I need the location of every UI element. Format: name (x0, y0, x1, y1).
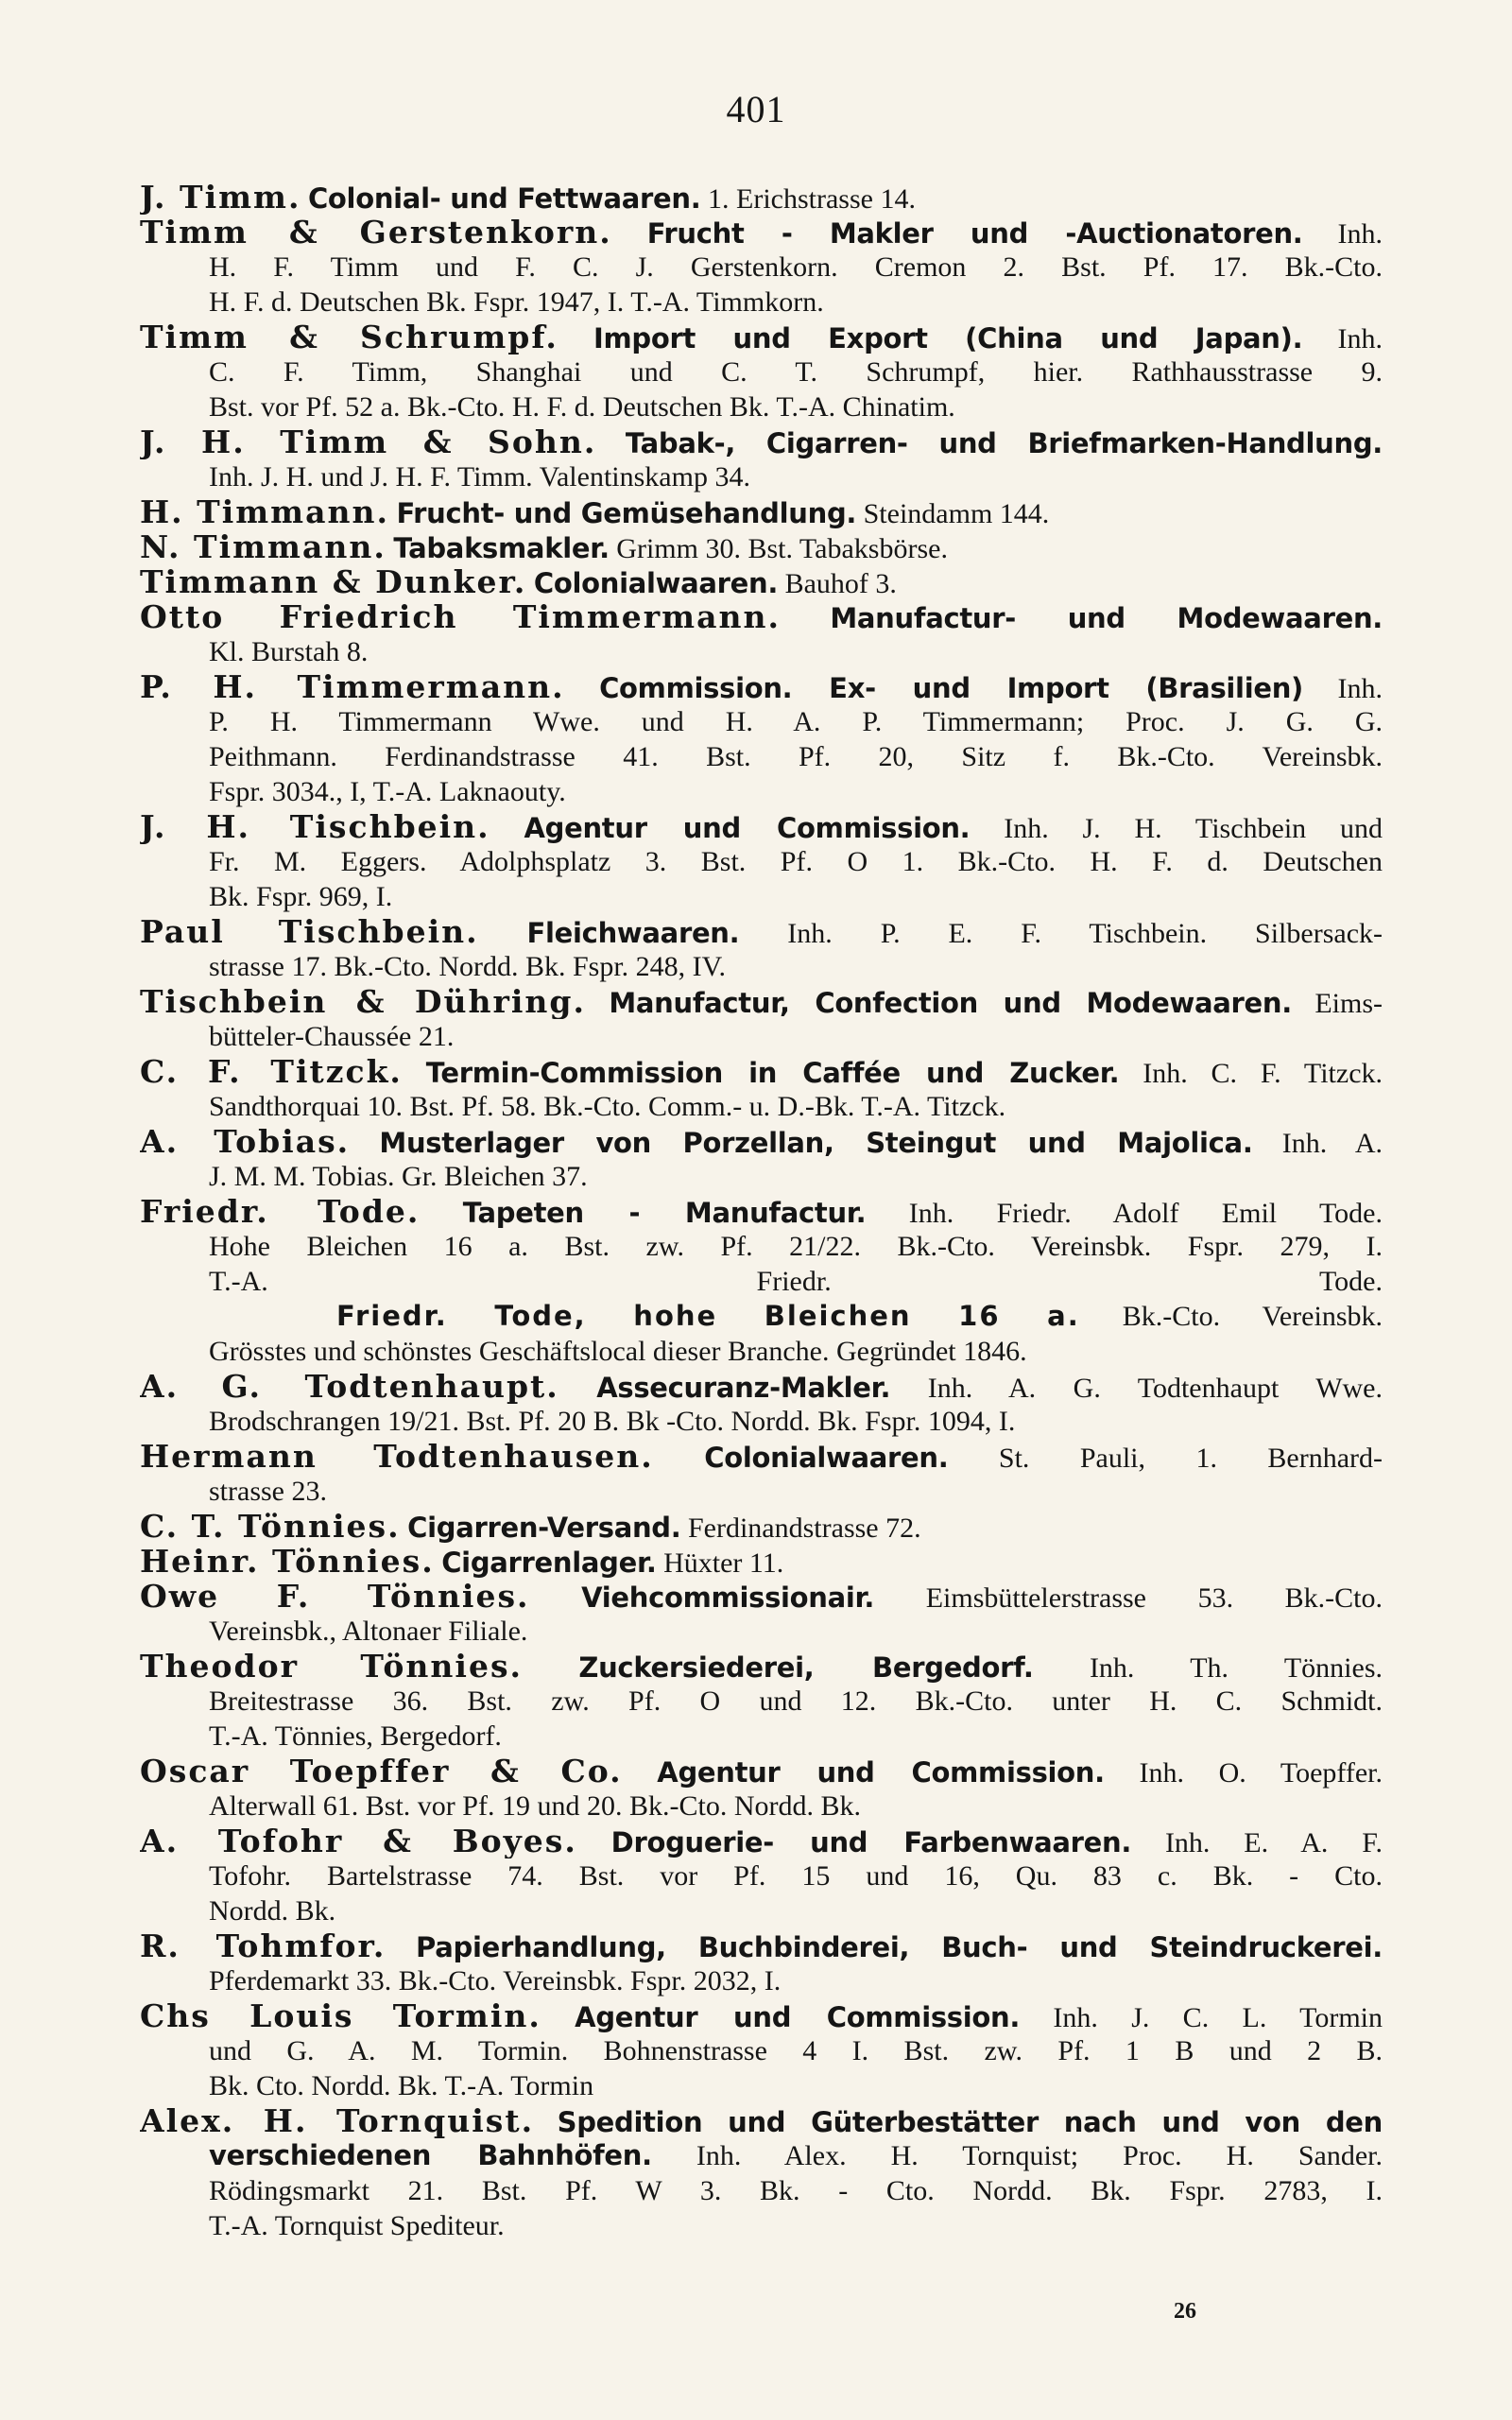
directory-entry (140, 424, 1383, 494)
entry-text: Steindamm 144. (863, 498, 1050, 529)
business-type: Commission. Ex- und Import (Brasilien) (599, 672, 1303, 704)
entry-detail-line (140, 1684, 1383, 1719)
firm-name: N. Timmann. (140, 529, 387, 564)
entry-detail-line (140, 2208, 1383, 2243)
entry-detail-line (140, 459, 1383, 494)
firm-name: Otto Friedrich Timmermann. (140, 599, 781, 634)
entry-heading-line (140, 1649, 1383, 1684)
business-type: Colonial- und Fettwaaren. (307, 182, 701, 215)
entry-detail-line (140, 2173, 1383, 2208)
directory-entry (140, 1928, 1383, 1998)
directory-entry (140, 1824, 1383, 1928)
entry-text: J. M. M. Tobias. Gr. Bleichen 37. (209, 1161, 588, 1192)
entry-heading-line (140, 984, 1383, 1019)
entry-text: Vereinsbk., Altonaer Filiale. (209, 1616, 528, 1647)
entry-heading-line (140, 1928, 1383, 1963)
entry-text: Inh. Th. Tönnies. (1089, 1652, 1383, 1684)
business-type: verschiedenen Bahnhöfen. (209, 2139, 652, 2171)
entry-text: T.-A. Tornquist Spediteur. (209, 2210, 505, 2241)
entry-text: strasse 23. (209, 1476, 327, 1507)
entry-text: strasse 17. Bk.-Cto. Nordd. Bk. Fspr. 248, IV. (209, 951, 726, 982)
entry-text: H. F. Timm und F. C. J. Gerstenkorn. Cremon 2. Bst. Pf. 17. Bk.-Cto. (209, 251, 1383, 283)
entry-text: Bk. Cto. Nordd. Bk. T.-A. Tormin (209, 2070, 594, 2101)
entry-detail-line (140, 774, 1383, 809)
entry-detail-line (140, 2033, 1383, 2068)
entry-heading-line (140, 320, 1383, 354)
entry-heading-line (140, 1544, 1383, 1579)
business-type: Agentur und Commission. (524, 812, 971, 844)
entry-heading-line (140, 599, 1383, 634)
business-type: Zuckersiederei, Bergedorf. (578, 1651, 1034, 1684)
firm-name: C. F. Titzck. (140, 1054, 403, 1089)
entry-heading-line (140, 2103, 1383, 2138)
entry-text: Grösstes und schönstes Geschäftslocal dieser Branche. Gegründet 1846. (209, 1336, 1027, 1367)
entry-text: T.-A. Friedr. Tode. (209, 1266, 1383, 1297)
entry-heading-line (140, 1054, 1383, 1089)
business-type: Musterlager von Porzellan, Steingut und Majolica. (379, 1127, 1253, 1159)
entry-heading-line (140, 1579, 1383, 1614)
directory-entry (140, 1439, 1383, 1509)
firm-name: Owe F. Tönnies. (140, 1579, 530, 1614)
business-type: Tabaksmakler. (393, 532, 610, 564)
entry-detail-line (140, 879, 1383, 914)
business-type: Agentur und Commission. (657, 1756, 1105, 1789)
entry-heading-line (140, 1754, 1383, 1789)
directory-entry (140, 215, 1383, 320)
entry-text: Grimm 30. Bst. Tabaksbörse. (616, 533, 948, 564)
directory-entry (140, 1754, 1383, 1824)
entry-text: Sandthorquai 10. Bst. Pf. 58. Bk.-Cto. Comm.- u. D.-Bk. T.-A. Titzck. (209, 1091, 1006, 1122)
business-type: Fleichwaaren. (526, 917, 740, 949)
directory-entry (140, 1509, 1383, 1544)
entry-detail-line (140, 704, 1383, 739)
entry-heading-line (140, 1439, 1383, 1474)
firm-name: Hermann Todtenhausen. (140, 1439, 654, 1474)
entry-text: Pferdemarkt 33. Bk.-Cto. Vereinsbk. Fspr. 2032, I. (209, 1965, 782, 1996)
entry-heading-line (140, 669, 1383, 704)
firm-name: A. G. Todtenhaupt. (140, 1369, 559, 1404)
entry-text: Inh. A. G. Todtenhaupt Wwe. (927, 1373, 1383, 1404)
entry-text: Inh. Alex. H. Tornquist; Proc. H. Sander. (696, 2140, 1383, 2171)
entry-text: Nordd. Bk. (209, 1895, 336, 1927)
entry-detail-line (140, 1614, 1383, 1649)
entry-text: Inh. C. F. Titzck. (1143, 1058, 1383, 1089)
firm-name: A. Tofohr & Boyes. (140, 1824, 577, 1858)
entry-text: Inh. E. A. F. (1164, 1827, 1383, 1858)
entry-text: 1. Erichstrasse 14. (708, 183, 916, 215)
entry-heading-line (140, 564, 1383, 599)
entry-text: Tofohr. Bartelstrasse 74. Bst. vor Pf. 15 und 16, Qu. 83 c. Bk. - Cto. (209, 1860, 1383, 1892)
entry-detail-line (140, 1019, 1383, 1054)
entry-heading-line (140, 424, 1383, 459)
business-type: Spedition und Güterbestätter nach und von den (557, 2106, 1383, 2138)
entry-detail-line (140, 389, 1383, 424)
firm-name: Friedr. Tode. (140, 1194, 421, 1229)
entry-text: T.-A. Tönnies, Bergedorf. (209, 1720, 502, 1752)
firm-name: A. Tobias. (140, 1124, 351, 1159)
firm-name: R. Tohmfor. (140, 1928, 387, 1963)
entry-detail-line (140, 1963, 1383, 1998)
directory-entry (140, 1369, 1383, 1439)
entry-detail-line (140, 634, 1383, 669)
entry-heading-line (140, 1509, 1383, 1544)
entry-text: Eimsbüttelerstrasse 53. Bk.-Cto. (925, 1582, 1383, 1614)
printer-signature: 26 (1174, 2299, 1196, 2324)
entry-text: Hüxter 11. (663, 1547, 784, 1579)
business-type: Tapeten - Manufactur. (462, 1197, 867, 1229)
firm-name: P. H. Timmermann. (140, 669, 565, 704)
entry-text: Ferdinandstrasse 72. (687, 1512, 921, 1544)
entry-detail-line (140, 1858, 1383, 1893)
entry-text: Inh. O. Toepffer. (1139, 1757, 1383, 1789)
firm-name: Alex. H. Tornquist. (140, 2103, 535, 2138)
entry-text: C. F. Timm, Shanghai und C. T. Schrumpf, hier. Rathhausstrasse 9. (209, 356, 1383, 388)
entry-text: Inh. (1337, 323, 1383, 354)
directory-entry (140, 1998, 1383, 2103)
entry-detail-line (140, 949, 1383, 984)
entry-heading-line (140, 180, 1383, 215)
firm-name: Oscar Toepffer & Co. (140, 1754, 623, 1789)
business-type: Friedr. Tode, hohe Bleichen 16 a. (336, 1300, 1080, 1332)
business-type: Colonialwaaren. (533, 567, 779, 599)
business-type: Droguerie- und Farbenwaaren. (610, 1826, 1132, 1858)
directory-entry (140, 669, 1383, 809)
entry-detail-line (140, 1159, 1383, 1194)
firm-name: Theodor Tönnies. (140, 1649, 524, 1684)
directory-entry (140, 320, 1383, 424)
firm-name: Tischbein & Dühring. (140, 984, 586, 1019)
entry-heading-line (140, 1124, 1383, 1159)
business-type: Assecuranz-Makler. (596, 1372, 891, 1404)
entry-detail-line (140, 1719, 1383, 1754)
firm-name: Timm & Schrumpf. (140, 320, 558, 354)
business-type: Tabak-, Cigarren- und Briefmarken-Handlung. (625, 427, 1383, 459)
page-number: 401 (726, 88, 786, 130)
entry-heading-line (140, 1369, 1383, 1404)
entry-detail-line (140, 1334, 1383, 1369)
directory-entry (140, 984, 1383, 1054)
entry-text: St. Pauli, 1. Bernhard- (998, 1443, 1383, 1474)
entry-detail-line (140, 1264, 1383, 1299)
firm-name: H. Timmann. (140, 494, 389, 529)
directory-entry (140, 1054, 1383, 1124)
entry-text: Bk.-Cto. Vereinsbk. (1122, 1301, 1383, 1332)
entry-text: Hohe Bleichen 16 a. Bst. zw. Pf. 21/22. Bk.-Cto. Vereinsbk. Fspr. 279, I. (209, 1231, 1383, 1262)
entry-detail-line (140, 1404, 1383, 1439)
entry-heading-line (140, 494, 1383, 529)
business-type: Manufactur, Confection und Modewaaren. (609, 987, 1292, 1019)
directory-entry (140, 1544, 1383, 1579)
entry-detail-line (140, 2068, 1383, 2103)
entry-text: und G. A. M. Tormin. Bohnenstrasse 4 I. Bst. zw. Pf. 1 B und 2 B. (209, 2035, 1383, 2066)
entry-heading-line (140, 914, 1383, 949)
business-type: Manufactur- und Modewaaren. (830, 602, 1383, 634)
entry-detail-line (140, 1089, 1383, 1124)
directory-entry (140, 494, 1383, 529)
business-type: Import und Export (China und Japan). (593, 322, 1303, 354)
entry-detail-line (140, 1299, 1383, 1334)
entry-text: H. F. d. Deutschen Bk. Fspr. 1947, I. T.-A. Timmkorn. (209, 286, 824, 318)
directory-entry (140, 809, 1383, 914)
directory-entry (140, 1194, 1383, 1369)
entry-detail-line (140, 2138, 1383, 2173)
directory-entry (140, 1649, 1383, 1754)
entry-heading-line (140, 809, 1383, 844)
business-type: Papierhandlung, Buchbinderei, Buch- und Steindruckerei. (416, 1931, 1383, 1963)
entry-text: Peithmann. Ferdinandstrasse 41. Bst. Pf. 20, Sitz f. Bk.-Cto. Vereinsbk. (209, 741, 1383, 772)
directory-entry (140, 180, 1383, 215)
entry-text: Inh. (1337, 673, 1383, 704)
directory-entry (140, 2103, 1383, 2243)
entry-text: P. H. Timmermann Wwe. und H. A. P. Timmermann; Proc. J. G. G. (209, 706, 1383, 737)
entry-text: Fr. M. Eggers. Adolphsplatz 3. Bst. Pf. O 1. Bk.-Cto. H. F. d. Deutschen (209, 846, 1383, 877)
firm-name: Paul Tischbein. (140, 914, 479, 949)
entry-text: Rödingsmarkt 21. Bst. Pf. W 3. Bk. - Cto. Nordd. Bk. Fspr. 2783, I. (209, 2175, 1383, 2206)
entry-text: Inh. (1337, 218, 1383, 250)
entry-text: bütteler-Chaussée 21. (209, 1021, 455, 1052)
business-type: Frucht - Makler und -Auctionatoren. (646, 217, 1303, 250)
entry-list (140, 180, 1383, 2243)
entry-heading-line (140, 529, 1383, 564)
entry-detail-line (140, 1474, 1383, 1509)
entry-detail-line (140, 250, 1383, 285)
entry-text: Bst. vor Pf. 52 a. Bk.-Cto. H. F. d. Deutschen Bk. T.-A. Chinatim. (209, 391, 955, 423)
business-type: Cigarren-Versand. (407, 1512, 681, 1544)
firm-name: Heinr. Tönnies. (140, 1544, 435, 1579)
entry-text: Fspr. 3034., I, T.-A. Laknaouty. (209, 776, 566, 807)
entry-detail-line (140, 1893, 1383, 1928)
entry-text: Bauhof 3. (784, 568, 897, 599)
firm-name: J. Timm. (140, 180, 301, 215)
entry-text: Brodschrangen 19/21. Bst. Pf. 20 B. Bk -Cto. Nordd. Bk. Fspr. 1094, I. (209, 1406, 1016, 1437)
firm-name: C. T. Tönnies. (140, 1509, 401, 1544)
firm-name: Timm & Gerstenkorn. (140, 215, 612, 250)
business-type: Viehcommissionair. (581, 1582, 875, 1614)
directory-entry (140, 599, 1383, 669)
entry-text: Eims- (1314, 988, 1383, 1019)
firm-name: J. H. Timm & Sohn. (140, 424, 597, 459)
entry-detail-line (140, 1789, 1383, 1824)
business-type: Termin-Commission in Caffée und Zucker. (425, 1057, 1120, 1089)
entry-text: Bk. Fspr. 969, I. (209, 881, 393, 912)
firm-name: Timmann & Dunker. (140, 564, 527, 599)
directory-entry (140, 1579, 1383, 1649)
entry-heading-line (140, 1194, 1383, 1229)
firm-name: J. H. Tischbein. (140, 809, 490, 844)
business-type: Agentur und Commission. (575, 2001, 1021, 2033)
entry-text: Inh. J. H. Tischbein und (1004, 813, 1383, 844)
entry-detail-line (140, 354, 1383, 389)
entry-detail-line (140, 739, 1383, 774)
entry-text: Inh. Friedr. Adolf Emil Tode. (908, 1198, 1383, 1229)
entry-heading-line (140, 1824, 1383, 1858)
business-type: Cigarrenlager. (441, 1547, 657, 1579)
directory-entry (140, 529, 1383, 564)
entry-text: Inh. J. C. L. Tormin (1053, 2002, 1383, 2033)
entry-detail-line (140, 1229, 1383, 1264)
entry-text: Kl. Burstah 8. (209, 636, 369, 667)
entry-detail-line (140, 285, 1383, 320)
entry-text: Alterwall 61. Bst. vor Pf. 19 und 20. Bk.-Cto. Nordd. Bk. (209, 1790, 861, 1822)
entry-text: Inh. P. E. F. Tischbein. Silbersack- (787, 918, 1383, 949)
entry-text: Inh. A. (1281, 1128, 1383, 1159)
entry-text: Breitestrasse 36. Bst. zw. Pf. O und 12. Bk.-Cto. unter H. C. Schmidt. (209, 1685, 1383, 1717)
firm-name: Chs Louis Tormin. (140, 1998, 541, 2033)
entry-heading-line (140, 1998, 1383, 2033)
entry-text: Inh. J. H. und J. H. F. Timm. Valentinskamp 34. (209, 461, 750, 493)
directory-entry (140, 564, 1383, 599)
business-type: Frucht- und Gemüsehandlung. (396, 497, 857, 529)
entry-detail-line (140, 844, 1383, 879)
directory-entry (140, 914, 1383, 984)
entry-heading-line (140, 215, 1383, 250)
business-type: Colonialwaaren. (704, 1442, 949, 1474)
directory-entry (140, 1124, 1383, 1194)
